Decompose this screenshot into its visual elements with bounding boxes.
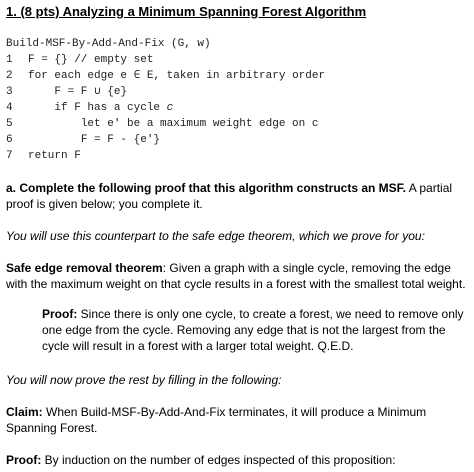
fill-note: You will now prove the rest by filling in the following: — [6, 373, 282, 387]
code-signature: Build-MSF-By-Add-And-Fix (G, w) — [6, 38, 211, 50]
code-line-number: 6 — [6, 134, 13, 146]
part-a-prompt — [6, 180, 466, 212]
code-text: for each edge e ∈ E, taken in arbitrary order — [28, 70, 326, 82]
code-line — [6, 52, 153, 68]
code-text: if F has a cycle — [54, 102, 167, 114]
code-variable: c — [166, 102, 174, 114]
code-indent — [28, 118, 81, 130]
code-indent — [28, 134, 81, 146]
proof-start — [6, 452, 466, 468]
code-line-number: 4 — [6, 102, 13, 114]
theorem-proof-label: Proof: — [42, 307, 78, 321]
code-line-number: 1 — [6, 54, 13, 66]
code-line-number: 3 — [6, 86, 13, 98]
proof-text: By induction on the number of edges inspected of this proposition: — [41, 453, 396, 467]
theorem-text: : Given a graph with a single cycle, removing the edge with the maximum weight on that cycle results in a forest with the smallest total weight. — [6, 261, 466, 291]
code-indent — [28, 102, 54, 114]
theorem-label: Safe edge removal theorem — [6, 261, 163, 275]
code-text: F = F ∪ {e} — [54, 86, 128, 98]
claim — [6, 404, 466, 436]
code-line-number: 5 — [6, 118, 13, 130]
code-text: let e' be a maximum weight edge on c — [80, 118, 319, 130]
code-line — [6, 68, 325, 84]
code-line — [6, 132, 160, 148]
code-indent — [28, 86, 54, 98]
proof-label: Proof: — [6, 453, 42, 467]
code-line — [6, 100, 173, 116]
code-line-number: 7 — [6, 150, 13, 162]
theorem-proof — [42, 306, 464, 354]
part-a-rest: A partial proof is given below; you complete it. — [6, 181, 453, 211]
code-line — [6, 116, 318, 132]
safe-edge-theorem — [6, 260, 466, 292]
claim-label: Claim: — [6, 405, 43, 419]
code-text: F = F - {e'} — [80, 134, 161, 146]
code-text: F = {} // empty set — [28, 54, 154, 66]
code-line-number: 2 — [6, 70, 13, 82]
counterpart-note: You will use this counterpart to the safe edge theorem, which we prove for you: — [6, 229, 425, 243]
code-line — [6, 148, 81, 164]
question-heading: 1. (8 pts) Analyzing a Minimum Spanning Forest Algorithm — [6, 4, 367, 19]
theorem-proof-text: Since there is only one cycle, to create a forest, we need to remove only one edge from the cycle. Removing any edge that is not the largest from the cycle will result in a forest with a larger total weight. Q.E.D. — [42, 307, 464, 353]
claim-text: When Build-MSF-By-Add-And-Fix terminates, it will produce a Minimum Spanning Forest. — [6, 405, 427, 435]
code-line — [6, 84, 127, 100]
part-a-bold: a. Complete the following proof that this algorithm constructs an MSF. — [6, 181, 407, 195]
code-text: return F — [28, 150, 81, 162]
